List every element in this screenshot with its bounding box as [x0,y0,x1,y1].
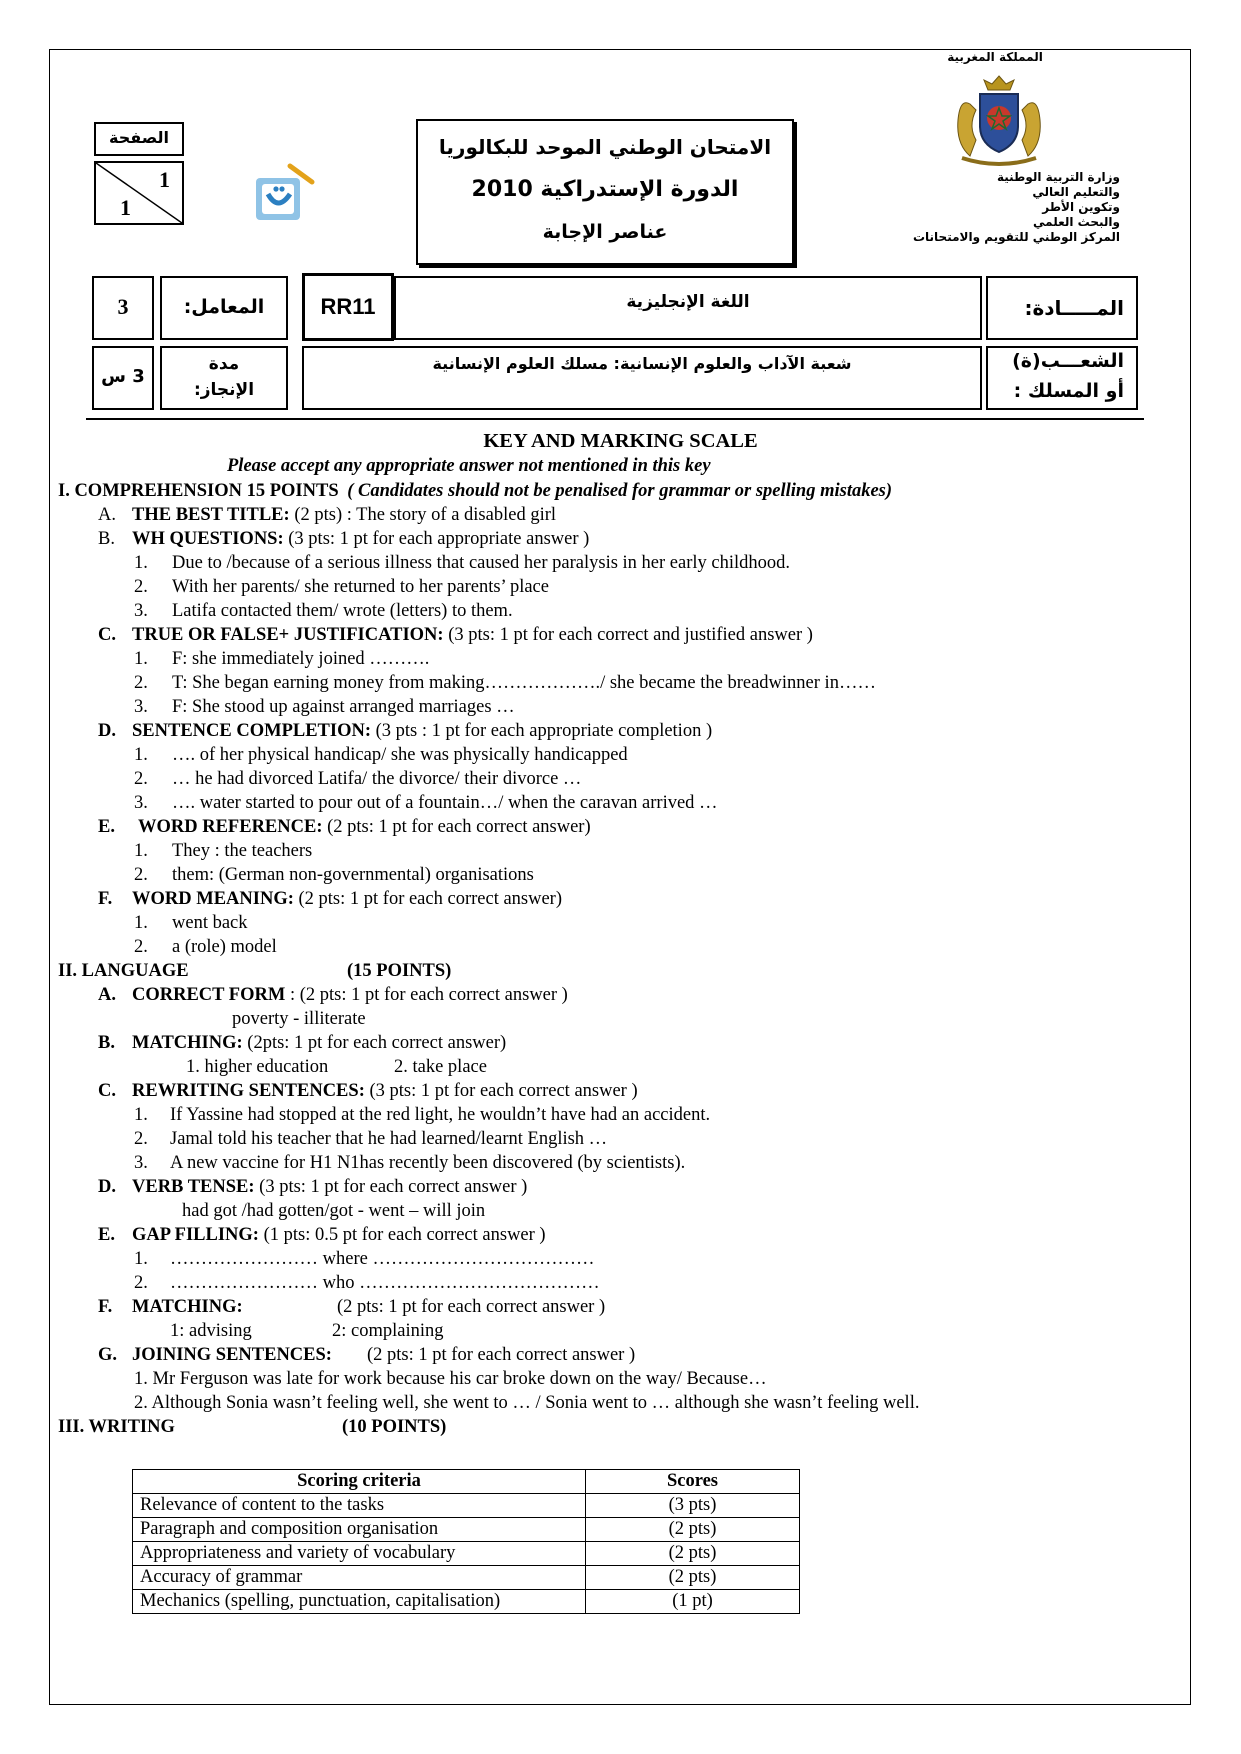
question-heading: WORD MEANING: [132,889,294,909]
question-heading: REWRITING SENTENCES: [132,1081,365,1101]
answer-text: If Yassine had stopped at the red light, he wouldn’t have had an accident. [170,1105,711,1125]
exam-title-box [416,119,794,265]
question-heading: VERB TENSE: [132,1177,255,1197]
answer-text: …………………… who ………………………………… [170,1273,600,1293]
question-heading: WORD REFERENCE: [138,817,323,837]
ministry-block [880,170,1120,245]
question-line [98,1295,605,1319]
answer-text: Due to /because of a serious illness that caused her paralysis in her early childhood. [172,553,791,573]
question-text: (2 pts) : The story of a disabled girl [294,505,557,525]
question-text: (1 pts: 0.5 pt for each correct answer ) [263,1225,546,1245]
branch-label-1: الشعـــب(ة) [1012,350,1124,372]
answer-text: 2. take place [394,1057,487,1077]
answer-line: 2. a (role) model [134,937,277,957]
question-line [98,1343,635,1367]
answer-text: With her parents/ she returned to her parents’ place [172,577,549,597]
question-letter: D. [98,721,116,741]
criteria-cell: Mechanics (spelling, punctuation, capitalisation) [133,1590,586,1614]
answer-line: 1. …. of her physical handicap/ she was physically handicapped [134,745,628,765]
answer-text: …………………… where ……………………………… [170,1249,595,1269]
doc-subtitle: Please accept any appropriate answer not mentioned in this key [227,456,711,476]
ministry-line: والبحث العلمي [1033,215,1120,229]
ministry-line: وتكوين الأطر [1042,200,1120,214]
question-heading: THE BEST TITLE: [132,505,290,525]
subject-label: المـــــادة: [1024,296,1124,320]
question-letter: A. [98,985,116,1005]
page-total: 1 [120,195,131,220]
question-text: (3 pts: 1 pt for each correct answer ) [259,1177,528,1197]
answer-text: …. of her physical handicap/ she was physically handicapped [172,745,628,765]
section-heading [58,1415,446,1439]
answer-line: 1. went back [134,913,248,933]
question-text: (3 pts: 1 pt for each correct answer ) [369,1081,638,1101]
answer-line: 2. Jamal told his teacher that he had learned/learnt English … [134,1129,608,1149]
question-text: : (2 pts: 1 pt for each correct answer ) [289,985,568,1005]
question-text: (2 pts: 1 pt for each correct answer ) [337,1297,606,1317]
question-line [98,1175,527,1199]
answer-line: 2. T: She began earning money from making………………./ she became the breadwinner in…… [134,673,876,693]
answer-text: Latifa contacted them/ wrote (letters) to them. [172,601,513,621]
subject-label-cell [986,276,1138,340]
question-line [98,623,813,647]
question-text: (3 pts : 1 pt for each appropriate completion ) [375,721,713,741]
question-text: (3 pts: 1 pt for each correct and justified answer ) [448,625,813,645]
score-cell: (2 pts) [586,1542,800,1566]
question-heading: MATCHING: [132,1297,243,1317]
question-line [98,503,556,527]
page-label: الصفحة [108,128,169,147]
answer-line [170,1319,444,1343]
criteria-cell: Relevance of content to the tasks [133,1494,586,1518]
branch-value-cell [302,346,982,410]
question-letter: F. [98,1297,113,1317]
question-letter: E. [98,817,115,837]
question-text: (2 pts: 1 pt for each correct answer ) [367,1345,636,1365]
section-note: ( Candidates should not be penalised for grammar or spelling mistakes) [347,481,893,501]
answer-line: 2. With her parents/ she returned to her parents’ place [134,577,549,597]
answer-line: 2. them: (German non-governmental) organisations [134,865,534,885]
ministry-line: وزارة التربية الوطنية [996,170,1120,184]
subject-value-cell [394,276,982,340]
answer-text: … he had divorced Latifa/ the divorce/ their divorce … [172,769,582,789]
question-letter: D. [98,1177,116,1197]
question-heading: GAP FILLING: [132,1225,259,1245]
scoring-table [132,1469,800,1614]
coef-label-cell [160,276,288,340]
exam-title: الامتحان الوطني الموحد للبكالوريا [438,135,772,159]
question-text: (2 pts: 1 pt for each correct answer) [298,889,563,909]
section-points: (10 POINTS) [342,1417,447,1437]
table-row [133,1518,800,1542]
answer-line: 2. Although Sonia wasn’t feeling well, she went to … / Sonia went to … although she wasn’t feeling well. [134,1393,920,1413]
subject-value: اللغة الإنجليزية [626,292,750,312]
table-header-scores: Scores [586,1470,800,1494]
answer-line: had got /had gotten/got - went – will join [182,1201,486,1221]
session-title: الدورة الإستدراكية 2010 [471,177,739,202]
answer-text: 2: complaining [332,1321,444,1341]
question-heading: JOINING SENTENCES: [132,1345,332,1365]
criteria-cell: Appropriateness and variety of vocabulary [133,1542,586,1566]
cnem-logo-icon [254,162,316,224]
page-label-box [94,122,184,156]
answer-line: 3. F: She stood up against arranged marriages … [134,697,515,717]
coat-of-arms-emblem [940,70,1058,170]
branch-label-cell [986,346,1138,410]
answer-text: went back [172,913,248,933]
answer-elements-title: عناصر الإجابة [542,221,668,243]
question-text: (3 pts: 1 pt for each appropriate answer ) [288,529,590,549]
duration-label-cell [160,346,288,410]
table-row [133,1494,800,1518]
answer-text: …. water started to pour out of a fountain…/ when the caravan arrived … [172,793,718,813]
answer-line: 1. Mr Ferguson was late for work because his car broke down on the way/ Because… [134,1369,767,1389]
table-row [133,1566,800,1590]
question-line [98,1223,546,1247]
ministry-line: والتعليم العالي [1032,185,1120,199]
answer-text: They : the teachers [172,841,313,861]
answer-text: 1: advising [170,1321,252,1341]
answer-text: Jamal told his teacher that he had learned/learnt English … [170,1129,608,1149]
question-heading: TRUE OR FALSE+ JUSTIFICATION: [132,625,444,645]
branch-label-2: أو المسلك : [1013,380,1124,402]
section-points: (15 POINTS) [347,961,452,981]
score-cell: (2 pts) [586,1566,800,1590]
score-cell: (2 pts) [586,1518,800,1542]
question-line [98,983,568,1007]
duration-value: 3 س [101,366,145,387]
question-heading: SENTENCE COMPLETION: [132,721,371,741]
question-letter: C. [98,625,116,645]
question-letter: F. [98,889,113,909]
criteria-cell: Accuracy of grammar [133,1566,586,1590]
question-heading: MATCHING: [132,1033,243,1053]
header-divider [86,418,1144,420]
question-line [98,887,562,911]
answer-line: 2. … he had divorced Latifa/ the divorce/ their divorce … [134,769,582,789]
question-line [98,719,712,743]
section-title: II. LANGUAGE [58,961,189,981]
coef-value: 3 [117,294,129,319]
answer-line: 3. A new vaccine for H1 N1has recently been discovered (by scientists). [134,1153,686,1173]
question-letter: B. [98,529,115,549]
answer-text: A new vaccine for H1 N1has recently been discovered (by scientists). [170,1153,686,1173]
answer-line: 1. If Yassine had stopped at the red light, he wouldn’t have had an accident. [134,1105,711,1125]
coef-value-cell [92,276,154,340]
answer-text: T: She began earning money from making………………./ she became the breadwinner in…… [172,673,876,693]
question-line [98,1079,638,1103]
answer-line: 1. …………………… where ……………………………… [134,1249,595,1269]
answer-line: 1. Due to /because of a serious illness that caused her paralysis in her early childhood. [134,553,791,573]
question-text: (2pts: 1 pt for each correct answer) [247,1033,507,1053]
question-heading: CORRECT FORM [132,985,286,1005]
answer-line: 1. F: she immediately joined ………. [134,649,430,669]
question-letter: C. [98,1081,116,1101]
duration-label-2: الإنجاز: [193,380,255,400]
question-letter: A. [98,505,116,525]
question-letter: B. [98,1033,115,1053]
branch-value: شعبة الآداب والعلوم الإنسانية: مسلك العلوم الإنسانية [432,354,852,373]
question-heading: WH QUESTIONS: [132,529,284,549]
question-letter: E. [98,1225,115,1245]
page-current: 1 [159,167,170,192]
table-row [133,1590,800,1614]
doc-title: KEY AND MARKING SCALE [483,430,758,452]
criteria-cell: Paragraph and composition organisation [133,1518,586,1542]
answer-text: them: (German non-governmental) organisations [172,865,534,885]
answer-text: F: she immediately joined ………. [172,649,430,669]
ministry-line: المركز الوطني للتقويم والامتحانات [912,230,1120,244]
answer-line: 2. …………………… who ………………………………… [134,1273,600,1293]
section-heading [58,479,892,503]
question-text: (2 pts: 1 pt for each correct answer) [327,817,591,837]
page-number-box [94,161,184,225]
score-cell: (1 pt) [586,1590,800,1614]
answer-line: 1. They : the teachers [134,841,313,861]
question-letter: G. [98,1345,118,1365]
answer-line: 3. Latifa contacted them/ wrote (letters) to them. [134,601,513,621]
answer-text: a (role) model [172,937,277,957]
duration-label-1: مدة [208,354,240,374]
table-header-criteria: Scoring criteria [133,1470,586,1494]
subject-code: RR11 [320,294,376,319]
duration-value-cell [92,346,154,410]
question-line [98,527,589,551]
answer-line: 3. …. water started to pour out of a fountain…/ when the caravan arrived … [134,793,718,813]
question-line [98,815,591,839]
answer-line [186,1055,487,1079]
score-cell: (3 pts) [586,1494,800,1518]
kingdom-label: المملكة المغربية [947,50,1043,64]
answer-text: 1. higher education [186,1057,329,1077]
section-title: I. COMPREHENSION 15 POINTS [58,481,339,501]
section-heading [58,959,451,983]
table-row [133,1542,800,1566]
section-title: III. WRITING [58,1417,175,1437]
subject-code-cell [302,273,394,341]
question-line [98,1031,506,1055]
answer-text: F: She stood up against arranged marriages … [172,697,515,717]
answer-line: poverty - illiterate [232,1009,366,1029]
table-header-row [133,1470,800,1494]
coef-label: المعامل: [183,296,265,318]
